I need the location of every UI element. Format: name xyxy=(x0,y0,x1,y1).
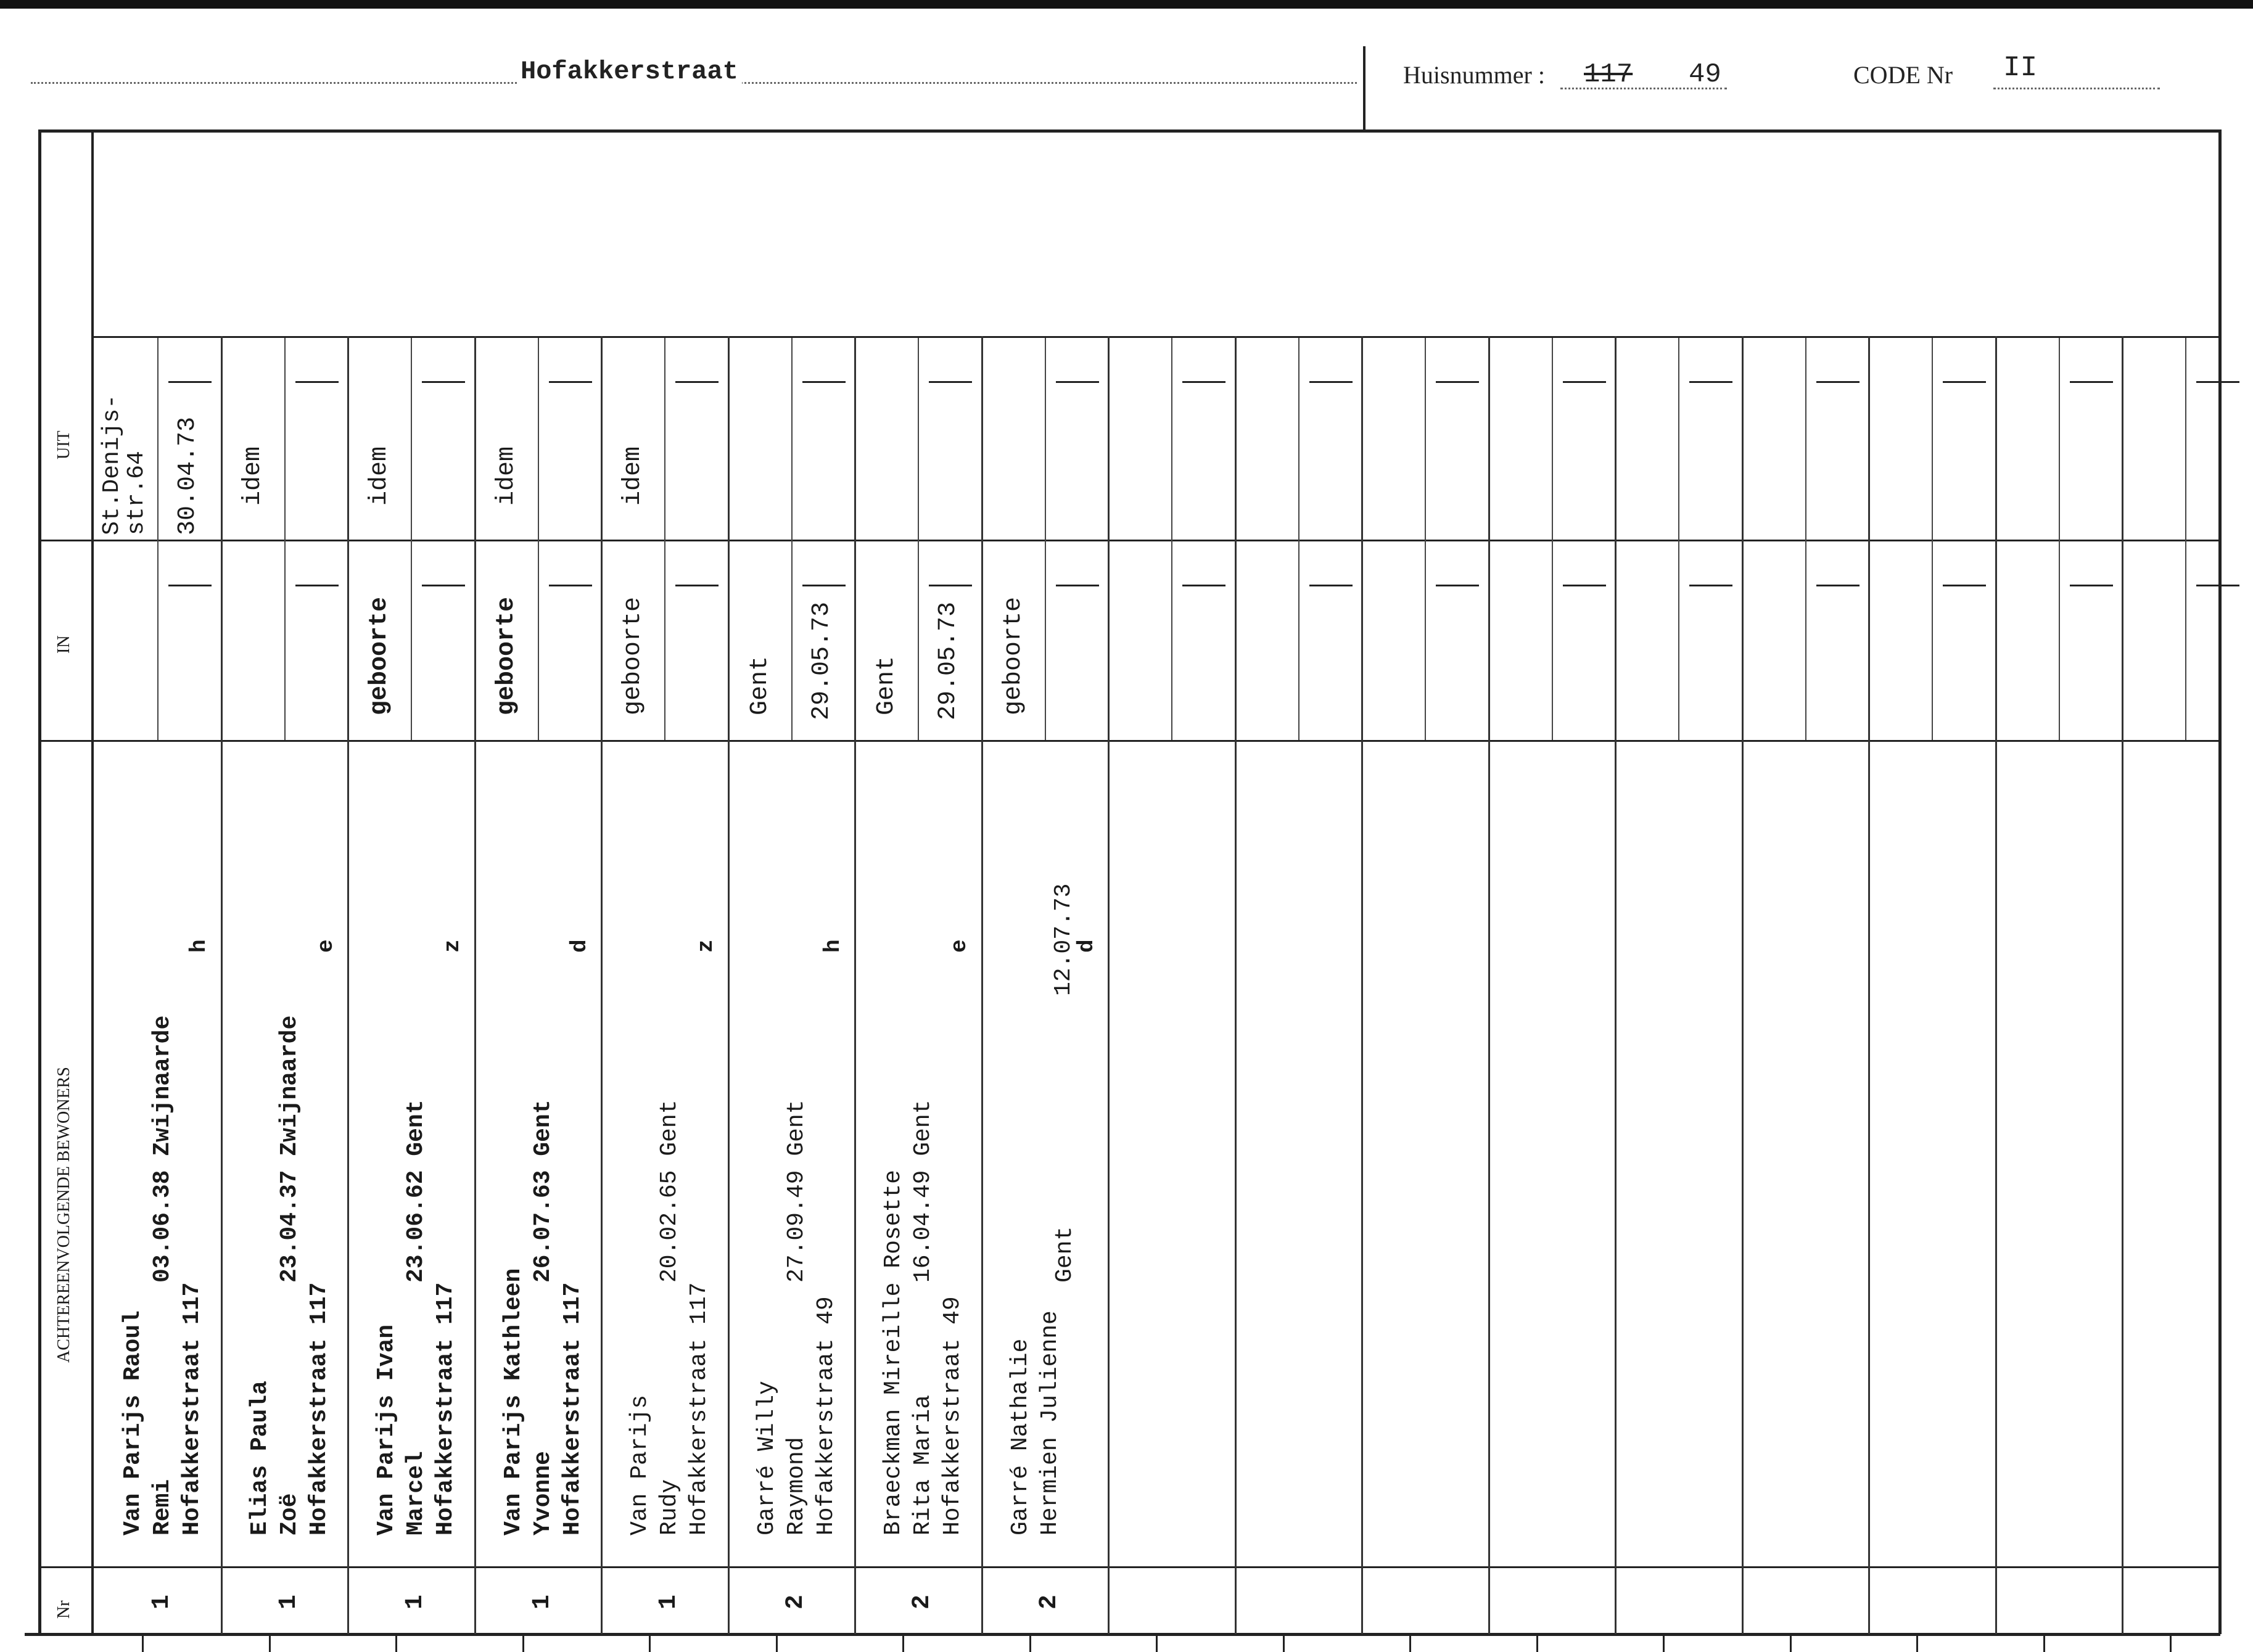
bottom-tick xyxy=(1536,1636,1538,1652)
section-label-uit: UIT xyxy=(54,430,73,459)
resident-birth-info: 16.04.49 Gent xyxy=(910,1099,936,1283)
subcell-divider xyxy=(1045,338,1046,740)
subcell-divider xyxy=(411,338,412,740)
in-dash xyxy=(1816,585,1860,586)
uit-dash xyxy=(1436,381,1479,383)
uit-dash xyxy=(1309,381,1353,383)
in-bewoners-divider xyxy=(38,740,2220,742)
uit-dash xyxy=(1943,381,1986,383)
bewoners-nr-divider xyxy=(38,1566,2220,1568)
resident-name-line: Hofakkerstraat 49 xyxy=(939,1296,966,1535)
resident-name-line: Yvonne xyxy=(530,1451,556,1535)
bottom-tick xyxy=(1790,1636,1792,1652)
subcell-divider xyxy=(538,338,539,740)
subcell-divider xyxy=(791,338,793,740)
table-top-border xyxy=(38,129,2220,133)
code-dotted-line xyxy=(1993,88,2160,89)
resident-sex-code: z xyxy=(440,939,465,953)
bottom-tick xyxy=(1283,1636,1285,1652)
resident-name-line: Hofakkerstraat 117 xyxy=(686,1282,712,1535)
in-origin: geboorte xyxy=(1000,596,1028,715)
column-divider xyxy=(2122,336,2123,1634)
bottom-tick xyxy=(522,1636,524,1652)
in-origin: geboorte xyxy=(619,596,647,715)
in-dash xyxy=(1056,585,1099,586)
subcell-divider xyxy=(284,338,286,740)
resident-name-line: Raymond xyxy=(783,1437,810,1535)
uit-dash xyxy=(549,381,592,383)
resident-extra-date: 12.07.73 xyxy=(1050,883,1077,996)
label-column-divider xyxy=(91,129,94,1634)
resident-birth-info: 23.04.37 Zwijnaarde xyxy=(276,1015,303,1283)
bottom-tick xyxy=(1029,1636,1031,1652)
resident-name-line: Hofakkerstraat 117 xyxy=(559,1282,586,1535)
section-label-in: IN xyxy=(54,635,73,654)
subcell-divider xyxy=(918,338,919,740)
in-dash xyxy=(1943,585,1986,586)
column-divider xyxy=(1488,336,1490,1634)
section-label-nr: Nr xyxy=(54,1600,73,1619)
in-dash xyxy=(1182,585,1225,586)
resident-name-line: Rudy xyxy=(656,1479,683,1535)
resident-name-line: Van Parijs Ivan xyxy=(373,1324,400,1535)
column-divider xyxy=(474,336,476,1634)
subcell-divider xyxy=(1678,338,1679,740)
resident-nr: 2 xyxy=(1036,1594,1063,1609)
resident-name-line: Hermien Julienne xyxy=(1037,1310,1063,1535)
column-divider xyxy=(1995,336,1997,1634)
bottom-tick xyxy=(2170,1636,2172,1652)
table-left-border xyxy=(38,129,41,1634)
resident-sex-code: h xyxy=(820,939,846,953)
resident-name-line: Marcel xyxy=(403,1451,429,1535)
resident-nr: 1 xyxy=(655,1594,683,1609)
uit-date: 30.04.73 xyxy=(174,416,202,535)
subcell-divider xyxy=(664,338,665,740)
in-dash xyxy=(675,585,719,586)
code-value: II xyxy=(2003,52,2038,84)
uit-destination: idem xyxy=(239,446,267,506)
resident-name-line: Garré Willy xyxy=(754,1381,780,1535)
uit-destination-line: St.Denijs- xyxy=(99,394,125,535)
uit-in-divider xyxy=(38,540,2220,541)
huisnummer-old: 117 xyxy=(1584,59,1633,90)
uit-dash xyxy=(422,381,465,383)
column-divider xyxy=(1615,336,1617,1634)
bottom-tick xyxy=(902,1636,904,1652)
column-divider xyxy=(1108,336,1110,1634)
column-divider xyxy=(728,336,730,1634)
resident-nr: 2 xyxy=(908,1594,936,1609)
resident-birth-info: 26.07.63 Gent xyxy=(530,1099,556,1283)
resident-birth-info: 03.06.38 Zwijnaarde xyxy=(149,1015,176,1283)
resident-name-line: Zoë xyxy=(276,1493,303,1535)
bottom-tick xyxy=(649,1636,651,1652)
uit-dash xyxy=(295,381,339,383)
in-dash xyxy=(1436,585,1479,586)
resident-sex-code: h xyxy=(186,939,212,953)
resident-name-line: Van Parijs Raoul xyxy=(120,1310,146,1535)
resident-sex-code: e xyxy=(947,939,972,953)
resident-name-line: Hofakkerstraat 117 xyxy=(179,1282,205,1535)
in-origin: geboorte xyxy=(493,596,521,715)
resident-nr: 1 xyxy=(275,1594,303,1609)
subcell-divider xyxy=(2059,338,2060,740)
header-divider xyxy=(1363,46,1365,129)
huisnummer-dotted-line xyxy=(1560,88,1727,89)
top-border xyxy=(0,0,2253,9)
subcell-divider xyxy=(1425,338,1426,740)
subcell-divider xyxy=(1552,338,1553,740)
resident-nr: 1 xyxy=(402,1594,429,1609)
column-divider xyxy=(347,336,349,1634)
uit-dash xyxy=(1182,381,1225,383)
subcell-divider xyxy=(157,338,159,740)
uit-destination: idem xyxy=(366,446,393,506)
uit-dash xyxy=(1563,381,1606,383)
resident-name-line: Remi xyxy=(149,1479,176,1535)
bottom-tick xyxy=(269,1636,271,1652)
huisnummer-label: Huisnummer : xyxy=(1403,61,1545,89)
uit-destination: idem xyxy=(493,446,521,506)
resident-name-line: Garré Nathalie xyxy=(1007,1338,1034,1535)
resident-name-line: Hofakkerstraat 117 xyxy=(432,1282,459,1535)
in-dash xyxy=(2196,585,2239,586)
resident-name-line: Hofakkerstraat 49 xyxy=(813,1296,839,1535)
uit-dash xyxy=(1056,381,1099,383)
bottom-tick xyxy=(142,1636,144,1652)
resident-sex-code: d xyxy=(1074,939,1099,953)
resident-name-line: Elias Paula xyxy=(247,1381,273,1535)
uit-dash xyxy=(2196,381,2239,383)
in-date: 29.05.73 xyxy=(934,601,962,720)
uit-dash xyxy=(802,381,846,383)
resident-sex-code: e xyxy=(313,939,339,953)
in-dash xyxy=(1563,585,1606,586)
bottom-tick xyxy=(1156,1636,1158,1652)
in-dash xyxy=(929,585,972,586)
in-dash xyxy=(2070,585,2113,586)
in-dash xyxy=(1309,585,1353,586)
uit-dash xyxy=(1689,381,1732,383)
uit-dash xyxy=(1816,381,1860,383)
in-dash xyxy=(422,585,465,586)
table-bottom-border xyxy=(25,1633,2220,1636)
subcell-divider xyxy=(1298,338,1299,740)
resident-sex-code: z xyxy=(693,939,719,953)
resident-name-line: Van Parijs Kathleen xyxy=(500,1268,527,1535)
in-dash xyxy=(1689,585,1732,586)
uit-dash xyxy=(675,381,719,383)
code-label: CODE Nr xyxy=(1853,61,1953,89)
resident-name-line: Van Parijs xyxy=(627,1394,653,1535)
resident-sex-code: d xyxy=(567,939,592,953)
uit-dash xyxy=(929,381,972,383)
in-dash xyxy=(168,585,212,586)
uit-destination: idem xyxy=(619,446,647,506)
bottom-tick xyxy=(1916,1636,1918,1652)
column-divider xyxy=(221,336,223,1634)
section-label-bewoners: ACHTEREENVOLGENDE BEWONERS xyxy=(54,1067,73,1363)
resident-name-line: Hofakkerstraat 117 xyxy=(306,1282,332,1535)
column-divider xyxy=(981,336,983,1634)
column-divider xyxy=(854,336,856,1634)
column-divider xyxy=(1235,336,1237,1634)
street-name: Hofakkerstraat xyxy=(517,57,742,86)
in-dash xyxy=(549,585,592,586)
uit-dash xyxy=(2070,381,2113,383)
subcell-divider xyxy=(2185,338,2186,740)
column-divider xyxy=(1742,336,1744,1634)
subcell-divider xyxy=(1805,338,1806,740)
resident-birth-info: Gent xyxy=(1052,1226,1078,1283)
resident-nr: 1 xyxy=(148,1594,176,1609)
resident-birth-info: 27.09.49 Gent xyxy=(783,1099,810,1283)
uit-dash xyxy=(168,381,212,383)
resident-name-line: Rita Maria xyxy=(910,1394,936,1535)
huisnummer-new: 49 xyxy=(1689,59,1721,90)
subcell-divider xyxy=(1932,338,1933,740)
bottom-tick xyxy=(1409,1636,1411,1652)
in-origin: Gent xyxy=(873,655,900,715)
uit-destination-line: str.64 xyxy=(123,451,150,535)
column-divider xyxy=(1868,336,1870,1634)
subcell-divider xyxy=(1171,338,1172,740)
resident-birth-info: 20.02.65 Gent xyxy=(656,1099,683,1283)
column-divider xyxy=(601,336,603,1634)
column-divider xyxy=(1361,336,1363,1634)
bottom-tick xyxy=(2043,1636,2045,1652)
in-dash xyxy=(802,585,846,586)
in-origin: Gent xyxy=(746,655,774,715)
bottom-tick xyxy=(1663,1636,1665,1652)
table-right-border xyxy=(2218,129,2222,1634)
resident-name-line: Braeckman Mireille Rosette xyxy=(880,1170,907,1535)
resident-birth-info: 23.06.62 Gent xyxy=(403,1099,429,1283)
bottom-tick xyxy=(776,1636,778,1652)
in-date: 29.05.73 xyxy=(808,601,836,720)
bottom-tick xyxy=(395,1636,397,1652)
resident-nr: 1 xyxy=(529,1594,556,1609)
in-origin: geboorte xyxy=(366,596,393,715)
in-dash xyxy=(295,585,339,586)
resident-nr: 2 xyxy=(782,1594,810,1609)
